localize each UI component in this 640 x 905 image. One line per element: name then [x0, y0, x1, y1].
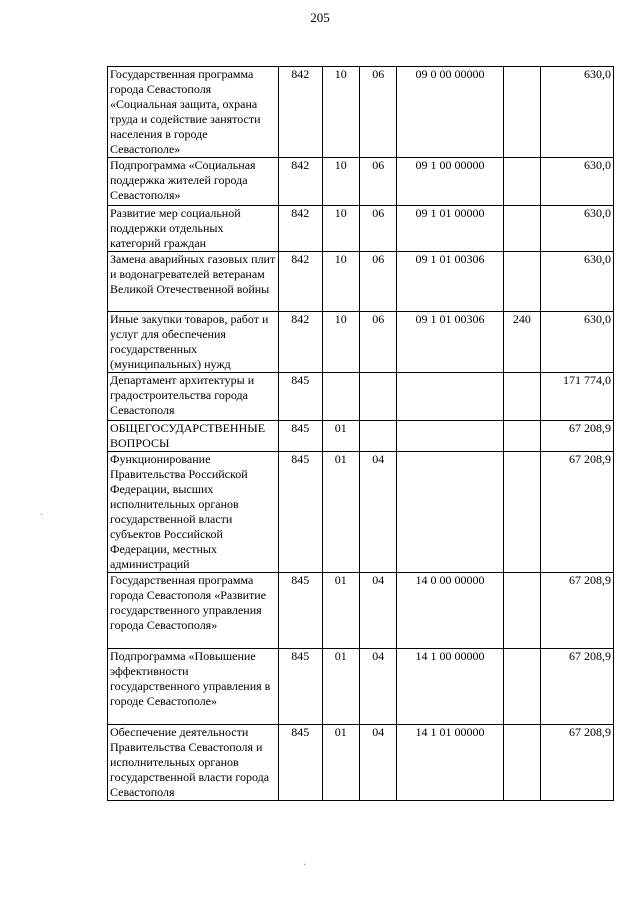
row-name: Подпрограмма «Социальная поддержка жителей города Севастополя»	[108, 158, 279, 206]
subsection-code: 04	[359, 649, 396, 725]
row-name: Департамент архитектуры и градостроительства города Севастополя	[108, 373, 279, 421]
table-row	[108, 206, 614, 252]
subsection-code: 06	[359, 206, 396, 252]
row-name: Замена аварийных газовых плит и водонагревателей ветеранам Великой Отечественной войны	[108, 252, 279, 312]
admin-code: 845	[279, 373, 323, 421]
table-row	[108, 573, 614, 649]
admin-code: 842	[279, 158, 323, 206]
expense-type-code	[503, 67, 540, 158]
amount: 630,0	[541, 158, 614, 206]
target-article-code: 09 1 01 00306	[397, 252, 503, 312]
subsection-code: 06	[359, 158, 396, 206]
admin-code: 842	[279, 312, 323, 373]
subsection-code: 06	[359, 252, 396, 312]
table-row	[108, 67, 614, 158]
row-name: Подпрограмма «Повышение эффективности государственного управления в городе Севастополе»	[108, 649, 279, 725]
target-article-code: 09 1 00 00000	[397, 158, 503, 206]
target-article-code	[397, 373, 503, 421]
amount: 630,0	[541, 252, 614, 312]
admin-code: 845	[279, 573, 323, 649]
target-article-code: 14 1 00 00000	[397, 649, 503, 725]
subsection-code: 04	[359, 725, 396, 801]
amount: 67 208,9	[541, 649, 614, 725]
table-body	[108, 67, 614, 801]
section-code: 01	[322, 452, 359, 573]
amount: 67 208,9	[541, 725, 614, 801]
target-article-code	[397, 452, 503, 573]
row-name: Иные закупки товаров, работ и услуг для обеспечения государственных (муниципальных) нужд	[108, 312, 279, 373]
table-row	[108, 158, 614, 206]
scan-mark: ·	[40, 510, 44, 521]
expense-type-code	[503, 725, 540, 801]
row-name: Государственная программа города Севастополя «Развитие государственного управления города Севастополя»	[108, 573, 279, 649]
scan-mark: ·	[303, 860, 307, 871]
amount: 67 208,9	[541, 573, 614, 649]
subsection-code: 06	[359, 312, 396, 373]
section-code: 01	[322, 649, 359, 725]
section-code: 10	[322, 67, 359, 158]
section-code: 10	[322, 206, 359, 252]
admin-code: 845	[279, 421, 323, 452]
section-code: 10	[322, 158, 359, 206]
expense-type-code	[503, 649, 540, 725]
row-name: ОБЩЕГОСУДАРСТВЕННЫЕ ВОПРОСЫ	[108, 421, 279, 452]
table-row	[108, 373, 614, 421]
table-row	[108, 312, 614, 373]
target-article-code: 14 1 01 00000	[397, 725, 503, 801]
admin-code: 845	[279, 452, 323, 573]
subsection-code	[359, 421, 396, 452]
admin-code: 845	[279, 725, 323, 801]
subsection-code: 06	[359, 67, 396, 158]
row-name: Функционирование Правительства Российской Федерации, высших исполнительных органов государственной власти субъектов Российской Федерации, местных администраций	[108, 452, 279, 573]
budget-table	[107, 66, 614, 801]
amount: 630,0	[541, 206, 614, 252]
table-row	[108, 725, 614, 801]
section-code: 01	[322, 573, 359, 649]
admin-code: 842	[279, 252, 323, 312]
row-name: Государственная программа города Севастополя «Социальная защита, охрана труда и содействие занятости населения в городе Севастополе»	[108, 67, 279, 158]
section-code: 01	[322, 421, 359, 452]
target-article-code: 14 0 00 00000	[397, 573, 503, 649]
expense-type-code	[503, 206, 540, 252]
table-row	[108, 452, 614, 573]
expense-type-code	[503, 252, 540, 312]
section-code: 10	[322, 312, 359, 373]
expense-type-code: 240	[503, 312, 540, 373]
target-article-code: 09 1 01 00000	[397, 206, 503, 252]
expense-type-code	[503, 421, 540, 452]
admin-code: 842	[279, 67, 323, 158]
admin-code: 845	[279, 649, 323, 725]
target-article-code: 09 1 01 00306	[397, 312, 503, 373]
subsection-code	[359, 373, 396, 421]
target-article-code: 09 0 00 00000	[397, 67, 503, 158]
table-row	[108, 252, 614, 312]
amount: 630,0	[541, 67, 614, 158]
amount: 171 774,0	[541, 373, 614, 421]
table-row	[108, 649, 614, 725]
expense-type-code	[503, 573, 540, 649]
target-article-code	[397, 421, 503, 452]
subsection-code: 04	[359, 452, 396, 573]
amount: 67 208,9	[541, 421, 614, 452]
section-code	[322, 373, 359, 421]
row-name: Развитие мер социальной поддержки отдельных категорий граждан	[108, 206, 279, 252]
subsection-code: 04	[359, 573, 396, 649]
table-row	[108, 421, 614, 452]
admin-code: 842	[279, 206, 323, 252]
section-code: 01	[322, 725, 359, 801]
amount: 630,0	[541, 312, 614, 373]
row-name: Обеспечение деятельности Правительства Севастополя и исполнительных органов государственной власти города Севастополя	[108, 725, 279, 801]
amount: 67 208,9	[541, 452, 614, 573]
expense-type-code	[503, 452, 540, 573]
expense-type-code	[503, 373, 540, 421]
page-number: 205	[310, 10, 330, 25]
section-code: 10	[322, 252, 359, 312]
expense-type-code	[503, 158, 540, 206]
